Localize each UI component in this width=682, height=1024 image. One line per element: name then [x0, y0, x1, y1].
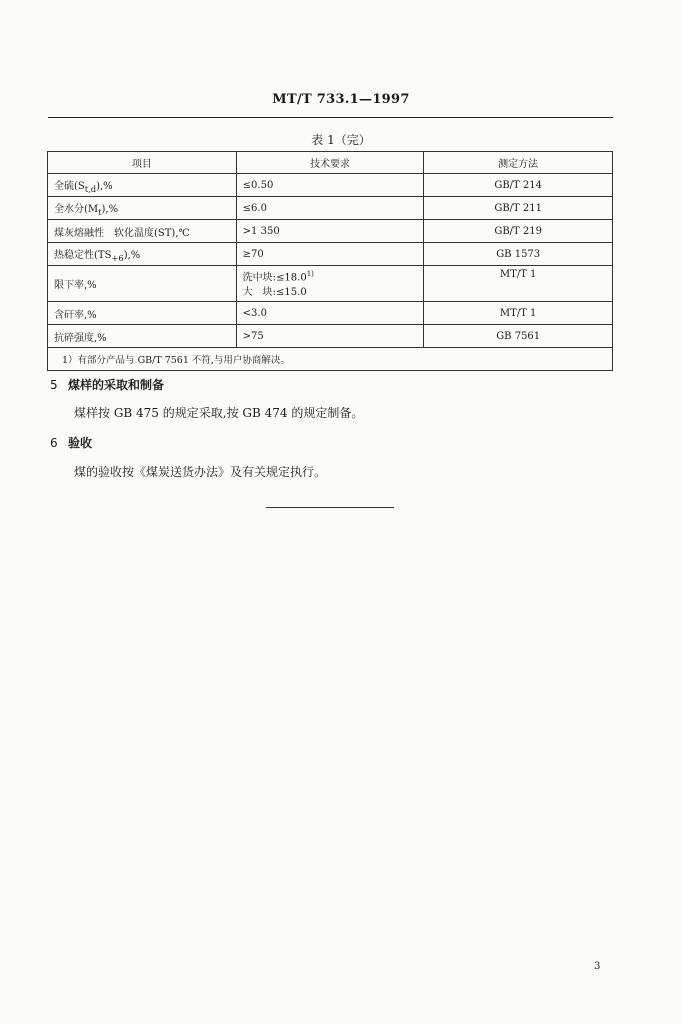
cell-method: GB/T 214	[424, 174, 613, 197]
col-header-requirement: 技术要求	[236, 152, 424, 174]
header-rule	[48, 117, 613, 118]
section-number: 5	[50, 378, 58, 392]
table-title: 表 1（完）	[311, 133, 371, 147]
cell-item: 抗碎强度,%	[48, 325, 237, 348]
table-row	[48, 220, 613, 243]
cell-item: 全硫$(S_{t,d}),\%$	[48, 174, 237, 197]
table-footnote: 1）有部分产品与 GB/T 7561 不符,与用户协商解决。	[48, 348, 613, 371]
footnote-marker: 1)	[306, 269, 314, 278]
standard-code-header: MT/T 733.1—1997	[272, 92, 410, 107]
cell-item: 含矸率,%	[48, 302, 237, 325]
cell-requirement: >1 350	[236, 220, 424, 243]
col-header-item: 项目	[48, 152, 237, 174]
cell-method: MT/T 1	[424, 302, 613, 325]
table-footnote-row	[48, 348, 613, 371]
cell-requirement: ≤6.0	[236, 197, 424, 220]
table-row	[48, 174, 613, 197]
cell-requirement: ≥70	[236, 243, 424, 266]
cell-method: GB/T 211	[424, 197, 613, 220]
cell-item: 全水分$(M_t),\%$	[48, 197, 237, 220]
cell-requirement: >75	[236, 325, 424, 348]
section-number: 6	[50, 436, 58, 450]
table-row	[48, 243, 613, 266]
end-rule	[266, 507, 394, 508]
cell-requirement: ≤0.50	[236, 174, 424, 197]
col-header-method: 测定方法	[424, 152, 613, 174]
table-header-row	[48, 152, 613, 174]
cell-method: GB 1573	[424, 243, 613, 266]
section-heading	[50, 376, 164, 393]
section-title: 验收	[68, 436, 93, 450]
cell-method: MT/T 1	[424, 266, 613, 302]
page-number: 3	[594, 961, 601, 972]
spec-table	[47, 151, 613, 371]
cell-method: GB 7561	[424, 325, 613, 348]
cell-requirement: 洗中块$:\le 18.0^{1)}$ 大 块:≤15.0	[236, 266, 424, 302]
table-row	[48, 197, 613, 220]
section-paragraph: 煤的验收按《煤炭送货办法》及有关规定执行。	[74, 465, 327, 479]
table-row	[48, 325, 613, 348]
cell-method: GB/T 219	[424, 220, 613, 243]
table-row	[48, 266, 613, 302]
cell-item: 煤灰熔融性 软化温度(ST),℃	[48, 220, 237, 243]
cell-item: 热稳定性$(TS_{+6}),\%$	[48, 243, 237, 266]
section-paragraph: 煤样按 GB 475 的规定采取,按 GB 474 的规定制备。	[74, 406, 364, 420]
table-row	[48, 302, 613, 325]
section-title: 煤样的采取和制备	[68, 378, 165, 392]
cell-item: 限下率,%	[48, 266, 237, 302]
section-heading	[50, 434, 92, 451]
cell-requirement: <3.0	[236, 302, 424, 325]
